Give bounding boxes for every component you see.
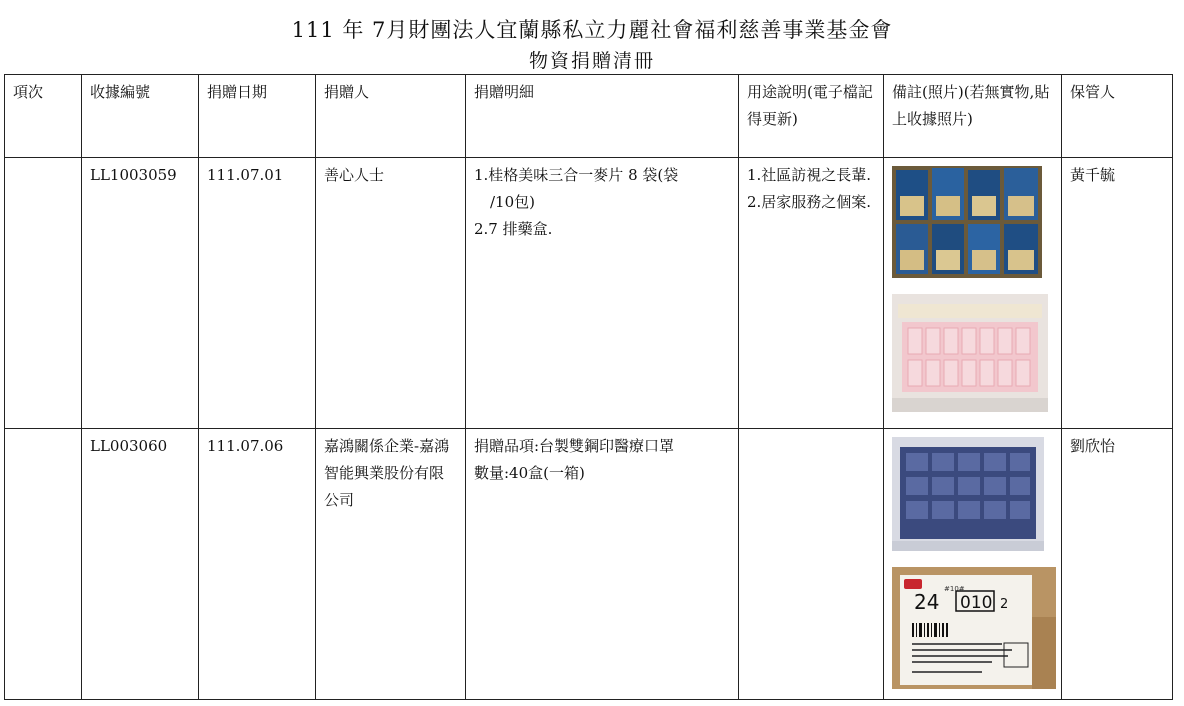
col-header-usage: 用途說明(電子檔記得更新) xyxy=(739,75,884,158)
col-header-date: 捐贈日期 xyxy=(199,75,316,158)
cell-details xyxy=(466,158,739,429)
box-label-code: 010 xyxy=(960,593,993,613)
cell-donor: 嘉鴻關係企業-嘉鴻智能興業股份有限公司 xyxy=(316,429,466,700)
cell-item-no xyxy=(5,429,82,700)
cell-date: 111.07.06 xyxy=(199,429,316,700)
cell-receipt-no: LL003060 xyxy=(82,429,199,700)
col-header-details: 捐贈明細 xyxy=(466,75,739,158)
cell-custodian: 劉欣怡 xyxy=(1062,429,1173,700)
col-header-remark: 備註(照片)(若無實物,貼上收據照片) xyxy=(884,75,1062,158)
cell-date: 111.07.01 xyxy=(199,158,316,429)
cell-details xyxy=(466,429,739,700)
mask-boxes-photo xyxy=(892,437,1053,551)
cell-photos xyxy=(884,429,1062,700)
oatmeal-packs-photo xyxy=(892,166,1053,278)
col-header-donor: 捐贈人 xyxy=(316,75,466,158)
cell-receipt-no: LL1003059 xyxy=(82,158,199,429)
table-row xyxy=(5,158,1173,429)
detail-line: 捐贈品項:台製雙鋼印醫療口罩 xyxy=(474,437,675,455)
col-header-receipt-no: 收據編號 xyxy=(82,75,199,158)
detail-line: 2.7 排藥盒. xyxy=(474,220,553,238)
table-row xyxy=(5,429,1173,700)
usage-line: 1.社區訪視之長輩. xyxy=(747,166,872,184)
donation-table xyxy=(4,74,1173,700)
box-label-suffix: 2 xyxy=(1000,597,1009,612)
usage-line: 2.居家服務之個案. xyxy=(747,193,872,211)
cell-usage xyxy=(739,429,884,700)
box-label-small: #10# xyxy=(944,585,965,593)
document-subtitle: 物資捐贈清冊 xyxy=(528,50,655,72)
cell-custodian: 黃千毓 xyxy=(1062,158,1173,429)
shipping-box-photo xyxy=(892,567,1053,689)
cell-item-no xyxy=(5,158,82,429)
cell-usage xyxy=(739,158,884,429)
box-label-number: 24 xyxy=(914,590,940,614)
cell-donor: 善心人士 xyxy=(316,158,466,429)
pill-box-photo xyxy=(892,294,1053,412)
detail-line: /10包) xyxy=(490,193,535,211)
table-header-row xyxy=(5,75,1173,158)
col-header-custodian: 保管人 xyxy=(1062,75,1173,158)
detail-line: 1.桂格美味三合一麥片 8 袋(袋 xyxy=(474,166,679,184)
col-header-item-no: 項次 xyxy=(5,75,82,158)
document-title: 111 年 7月財團法人宜蘭縣私立力麗社會福利慈善事業基金會 xyxy=(291,18,893,42)
detail-line: 數量:40盒(一箱) xyxy=(474,464,585,482)
cell-photos xyxy=(884,158,1062,429)
